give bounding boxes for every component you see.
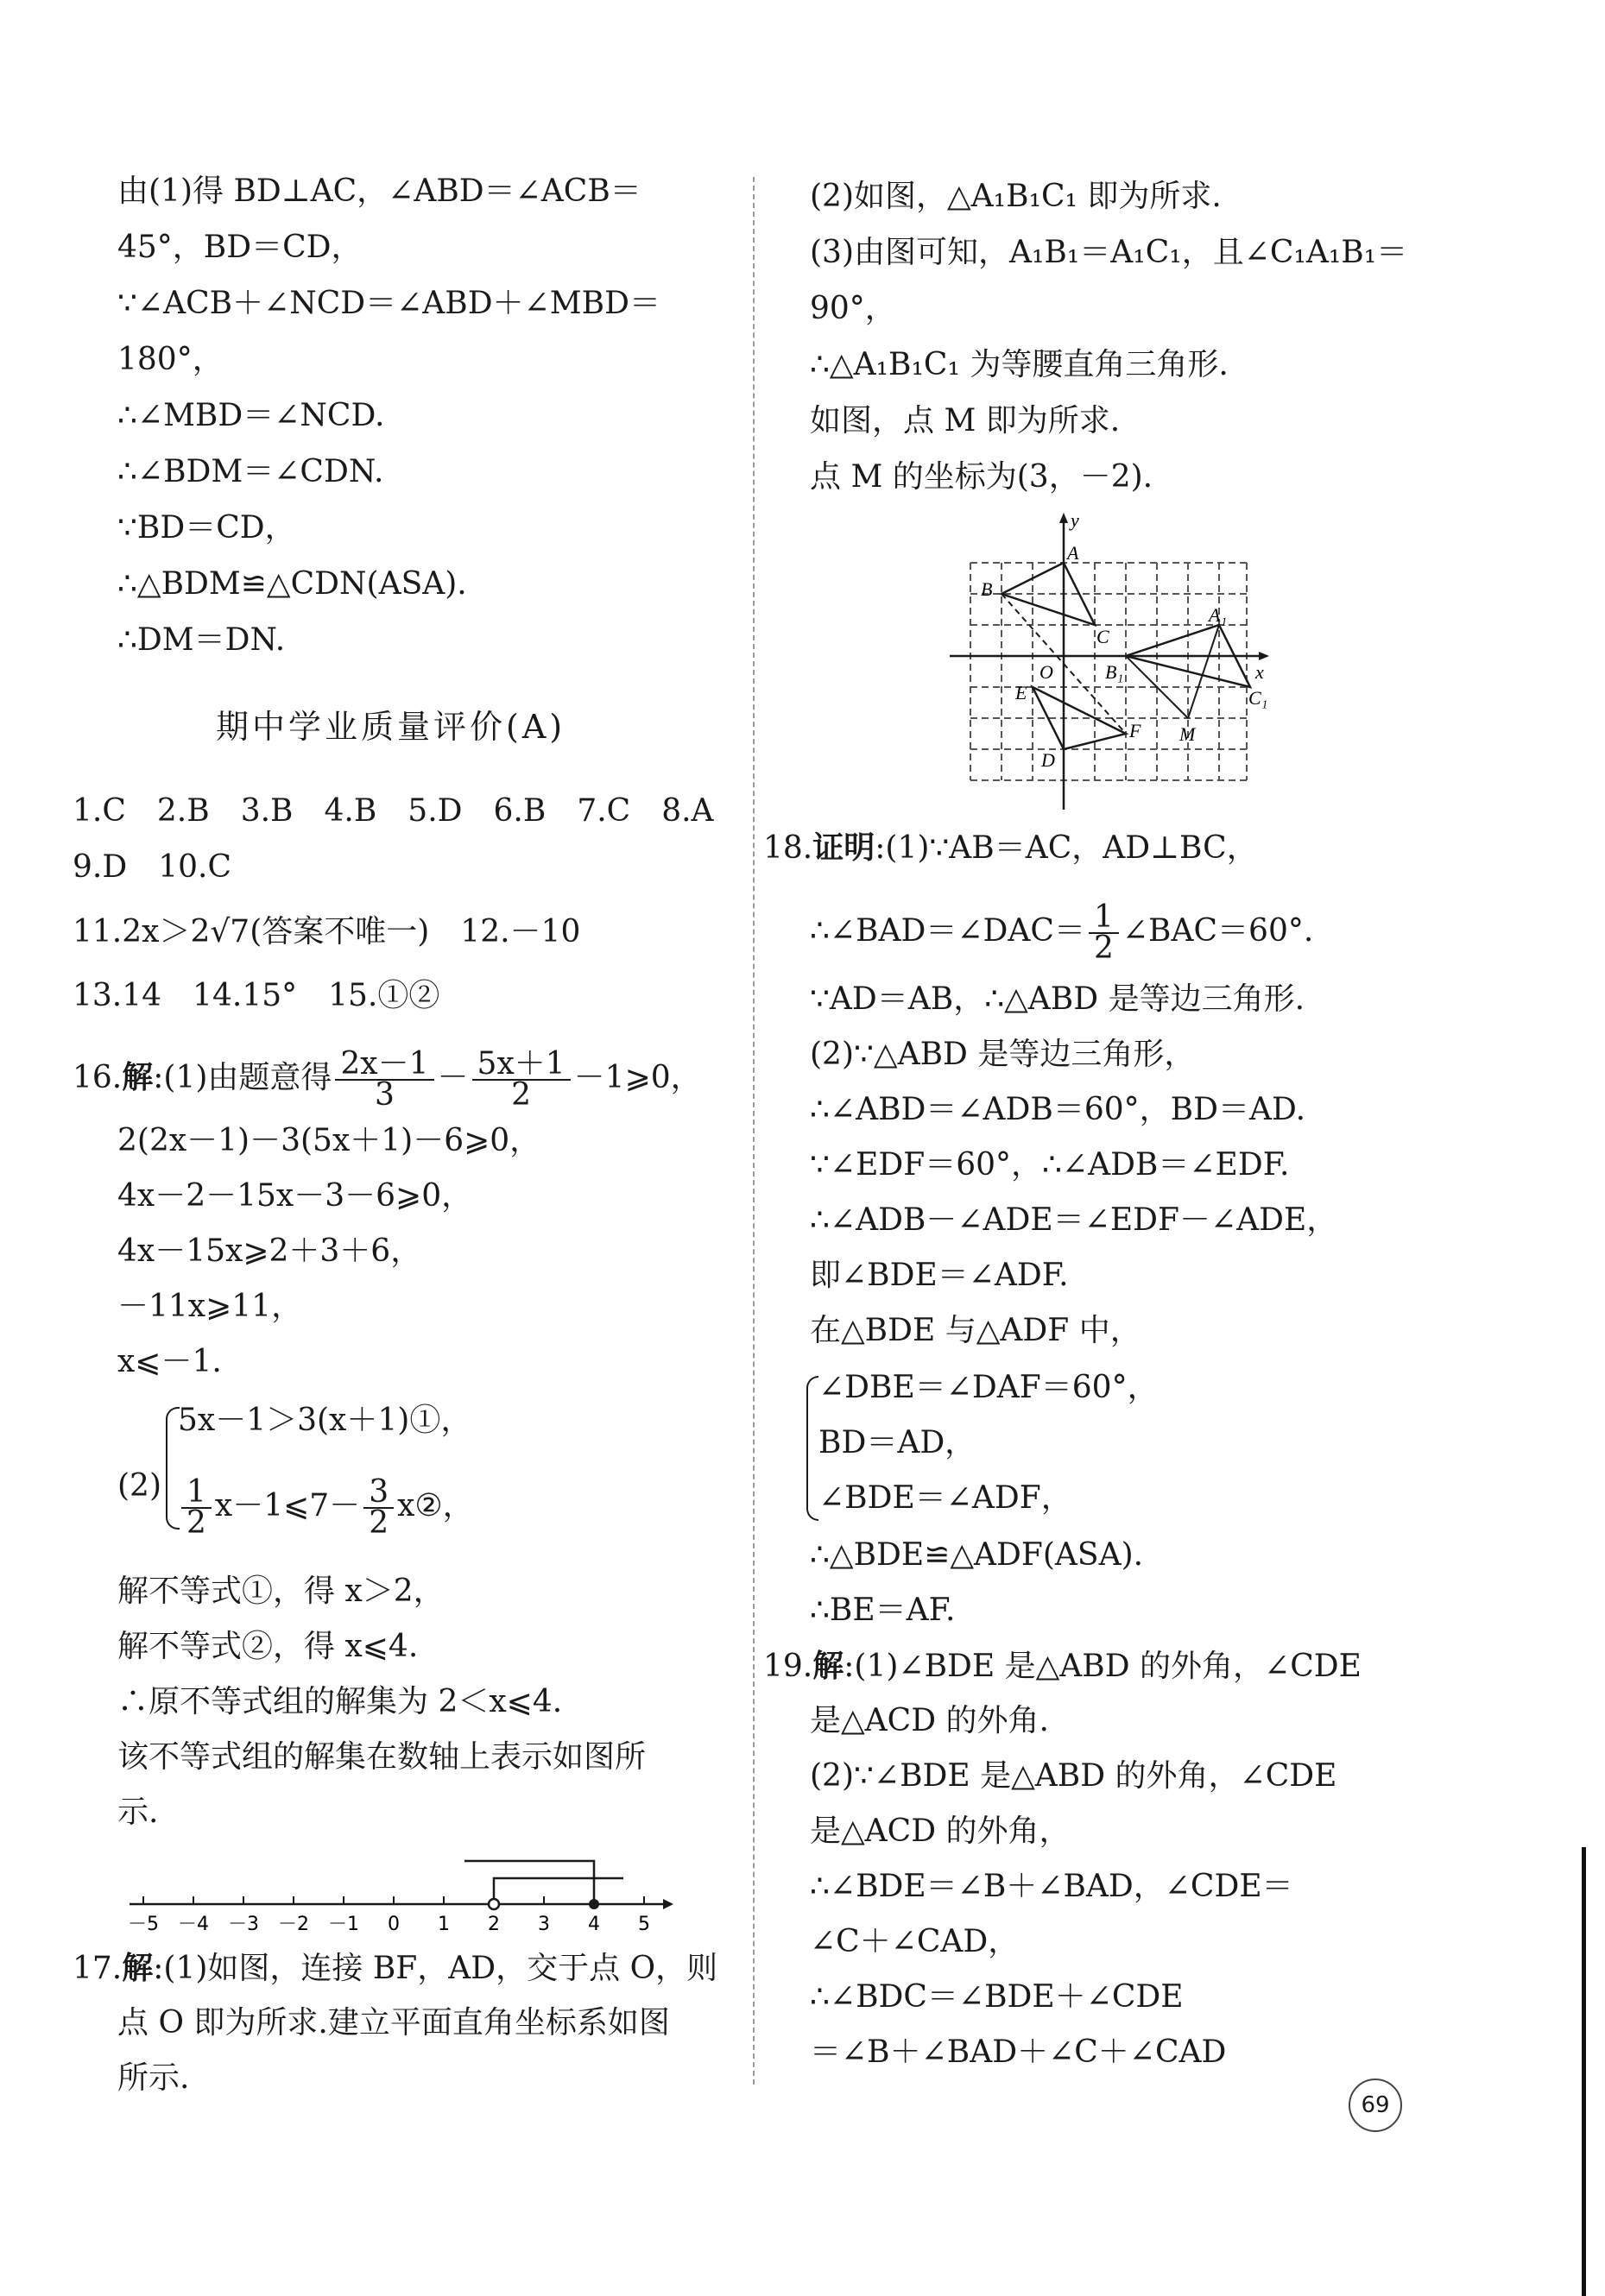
solution-line-x-gt-2 <box>494 1878 623 1904</box>
text-line: ∵∠ACB＋∠NCD＝∠ABD＋∠MBD＝ <box>117 286 660 321</box>
tick-label: －1 <box>328 1914 359 1933</box>
tick-label: 4 <box>588 1914 600 1933</box>
text-line: 在△BDE 与△ADF 中， <box>810 1313 1141 1348</box>
x-axis-arrow <box>1259 652 1269 660</box>
text-line: ∴∠ADB－∠ADE＝∠EDF－∠ADE， <box>810 1202 1338 1238</box>
denominator: 2 <box>511 1077 532 1113</box>
axis-label-x: x <box>1255 661 1264 683</box>
system-line: ∠DBE＝∠DAF＝60°， <box>818 1370 1159 1405</box>
point-label-c1: C₁ <box>1248 687 1268 709</box>
text-line: (2)如图，△A₁B₁C₁ 即为所求. <box>810 179 1222 214</box>
q19-first-line <box>763 1647 1362 1686</box>
text-line: ∴DM＝DN. <box>117 622 286 658</box>
denominator: 2 <box>369 1505 389 1541</box>
text: ∴∠BAD＝∠DAC＝ <box>810 913 1085 949</box>
text-line: 由(1)得 BD⊥AC，∠ABD＝∠ACB＝ <box>117 173 641 209</box>
system-line <box>178 1474 474 1541</box>
text-line: 所示. <box>117 2060 190 2096</box>
text: :(1)∵AB＝AC，AD⊥BC， <box>875 830 1258 866</box>
q17-first-line <box>73 1949 717 1988</box>
y-axis-arrow <box>1059 513 1068 523</box>
q16-first-line <box>73 1046 702 1113</box>
text: x－1⩽7－ <box>214 1488 361 1523</box>
numerator: 2x－1 <box>335 1050 433 1081</box>
closed-endpoint <box>589 1899 599 1909</box>
fraction <box>472 1046 571 1113</box>
text-line: ∴∠BDC＝∠BDE＋∠CDE <box>810 1979 1184 2015</box>
answer-line: 9.D 10.C <box>73 849 232 885</box>
point-label-b1: B₁ <box>1105 661 1124 683</box>
fraction <box>1089 899 1119 966</box>
tick-label: －3 <box>228 1914 259 1933</box>
text-line: 90°， <box>810 291 896 326</box>
text-line: ∴BE＝AF. <box>810 1593 956 1628</box>
proof-label: 证明 <box>812 829 875 866</box>
q18-first-line <box>763 829 1258 867</box>
text-line: ∴△BDE≌△ADF(ASA). <box>810 1537 1144 1573</box>
operator: － <box>437 1060 469 1095</box>
text-line: 解不等式②，得 x⩽4. <box>117 1629 419 1664</box>
question-number: 16. <box>73 1060 123 1095</box>
axis-label-y: y <box>1071 509 1079 531</box>
tick-label: －4 <box>178 1914 209 1933</box>
point-label-a1: A₁ <box>1209 604 1228 626</box>
text-line: 示. <box>117 1795 159 1830</box>
text-line: ∵BD＝CD， <box>117 510 296 546</box>
fraction <box>181 1474 212 1541</box>
denominator: 2 <box>186 1505 206 1541</box>
denominator: 2 <box>1093 930 1114 966</box>
text-line: (2)∵∠BDE 是△ABD 的外角，∠CDE <box>810 1758 1337 1794</box>
solve-label: 解 <box>812 1648 844 1684</box>
text: :(1)如图，连接 BF，AD，交于点 O，则 <box>153 1951 718 1986</box>
text: :(1)∠BDE 是△ABD 的外角，∠CDE <box>844 1649 1362 1684</box>
text-line: (3)由图可知，A₁B₁＝A₁C₁，且∠C₁A₁B₁＝ <box>810 235 1408 270</box>
text-line: 即∠BDE＝∠ADF. <box>810 1258 1069 1293</box>
tick-label: －5 <box>128 1914 159 1933</box>
q18-line-2 <box>810 899 1314 966</box>
text: －1⩾0， <box>573 1060 702 1095</box>
system-line: ∠BDE＝∠ADF， <box>818 1480 1072 1516</box>
tick-label: －2 <box>278 1914 309 1933</box>
text-line: 点 M 的坐标为(3，－2). <box>810 459 1153 495</box>
numerator: 3 <box>363 1478 394 1509</box>
text-line: 点 O 即为所求.建立平面直角坐标系如图 <box>117 2005 670 2041</box>
text: ∠BAC＝60°. <box>1122 913 1314 949</box>
page-edge-bar <box>1582 1847 1586 2296</box>
text-line: ∴△A₁B₁C₁ 为等腰直角三角形. <box>810 347 1229 382</box>
numerator: 5x＋1 <box>472 1050 571 1081</box>
answer-line: 13.14 14.15° 15.①② <box>73 978 440 1013</box>
text-line: 是△ACD 的外角， <box>810 1813 1071 1849</box>
page-number: 69 <box>1349 2078 1402 2132</box>
solve-label: 解 <box>122 1059 154 1095</box>
text-line: ∠C＋∠CAD， <box>810 1924 1020 1959</box>
step-line: x⩽－1. <box>117 1344 222 1379</box>
fraction <box>335 1046 433 1113</box>
numerator: 1 <box>181 1478 212 1509</box>
tick-label: 0 <box>388 1914 400 1933</box>
axis-arrow <box>663 1899 673 1909</box>
point-label-c: C <box>1096 626 1109 647</box>
step-line: 2(2x－1)－3(5x＋1)－6⩾0， <box>117 1123 541 1158</box>
point-label-m: M <box>1179 723 1196 745</box>
system-line: 5x－1＞3(x＋1)①， <box>178 1403 472 1438</box>
step-line: 4x－2－15x－3－6⩾0， <box>117 1178 473 1214</box>
text-line: 45°，BD＝CD， <box>117 230 363 265</box>
question-number: 18. <box>763 830 813 866</box>
text-line: 该不等式组的解集在数轴上表示如图所 <box>117 1739 647 1775</box>
tick-label: 2 <box>488 1914 500 1933</box>
coordinate-figure <box>932 509 1278 820</box>
point-label-f: F <box>1129 720 1141 741</box>
open-endpoint <box>489 1899 499 1909</box>
denominator: 3 <box>375 1077 395 1113</box>
segment-a1m <box>1188 625 1219 718</box>
solve-label: 解 <box>122 1950 154 1986</box>
text-line: ∵AD＝AB，∴△ABD 是等边三角形. <box>810 981 1305 1017</box>
text-line: ∴∠BDE＝∠B＋∠BAD，∠CDE＝ <box>810 1869 1293 1904</box>
text-line: ＝∠B＋∠BAD＋∠C＋∠CAD <box>810 2034 1227 2070</box>
solution-line-x-le-4 <box>464 1861 594 1904</box>
text: x②， <box>397 1488 474 1523</box>
answer-line: 11.2x＞2√7(答案不唯一) 12.－10 <box>73 914 581 949</box>
point-label-o: O <box>1039 661 1053 683</box>
tick-label: 5 <box>638 1914 650 1933</box>
text-line: ∴∠MBD＝∠NCD. <box>117 398 385 433</box>
system-line: BD＝AD， <box>818 1425 976 1460</box>
text-line: ∴∠BDM＝∠CDN. <box>117 454 384 489</box>
answer-line: 1.C 2.B 3.B 4.B 5.D 6.B 7.C 8.A <box>73 793 714 829</box>
point-label-d: D <box>1041 749 1055 771</box>
number-line <box>121 1839 691 1933</box>
text-line: 如图，点 M 即为所求. <box>810 403 1121 438</box>
text-line: ∴原不等式组的解集为 2＜x⩽4. <box>117 1684 563 1719</box>
question-number: 17. <box>73 1951 123 1986</box>
system-brace <box>806 1376 818 1521</box>
section-title: 期中学业质量评价(A) <box>216 708 566 746</box>
question-number: 19. <box>763 1649 813 1684</box>
step-line: 4x－15x⩾2＋3＋6， <box>117 1233 422 1269</box>
tick-label: 3 <box>538 1914 550 1933</box>
text-line: 解不等式①，得 x＞2， <box>117 1574 445 1609</box>
point-label-a: A <box>1067 542 1079 564</box>
text: :(1)由题意得 <box>153 1060 332 1095</box>
fraction <box>363 1474 394 1541</box>
point-label-b: B <box>981 578 993 600</box>
column-divider <box>753 177 755 2085</box>
text-line: ∵∠EDF＝60°，∴∠ADB＝∠EDF. <box>810 1147 1290 1183</box>
text-line: ∴∠ABD＝∠ADB＝60°，BD＝AD. <box>810 1092 1306 1127</box>
numerator: 1 <box>1089 903 1119 934</box>
point-label-e: E <box>1015 682 1027 703</box>
text-line: (2)∵△ABD 是等边三角形， <box>810 1037 1196 1072</box>
text-line: ∴△BDM≌△CDN(ASA). <box>117 566 467 602</box>
tick-label: 1 <box>438 1914 450 1933</box>
text-line: 是△ACD 的外角. <box>810 1703 1049 1738</box>
step-line: －11x⩾11， <box>117 1289 303 1324</box>
text-line: 180°， <box>117 342 224 377</box>
part-label: (2) <box>117 1468 161 1504</box>
